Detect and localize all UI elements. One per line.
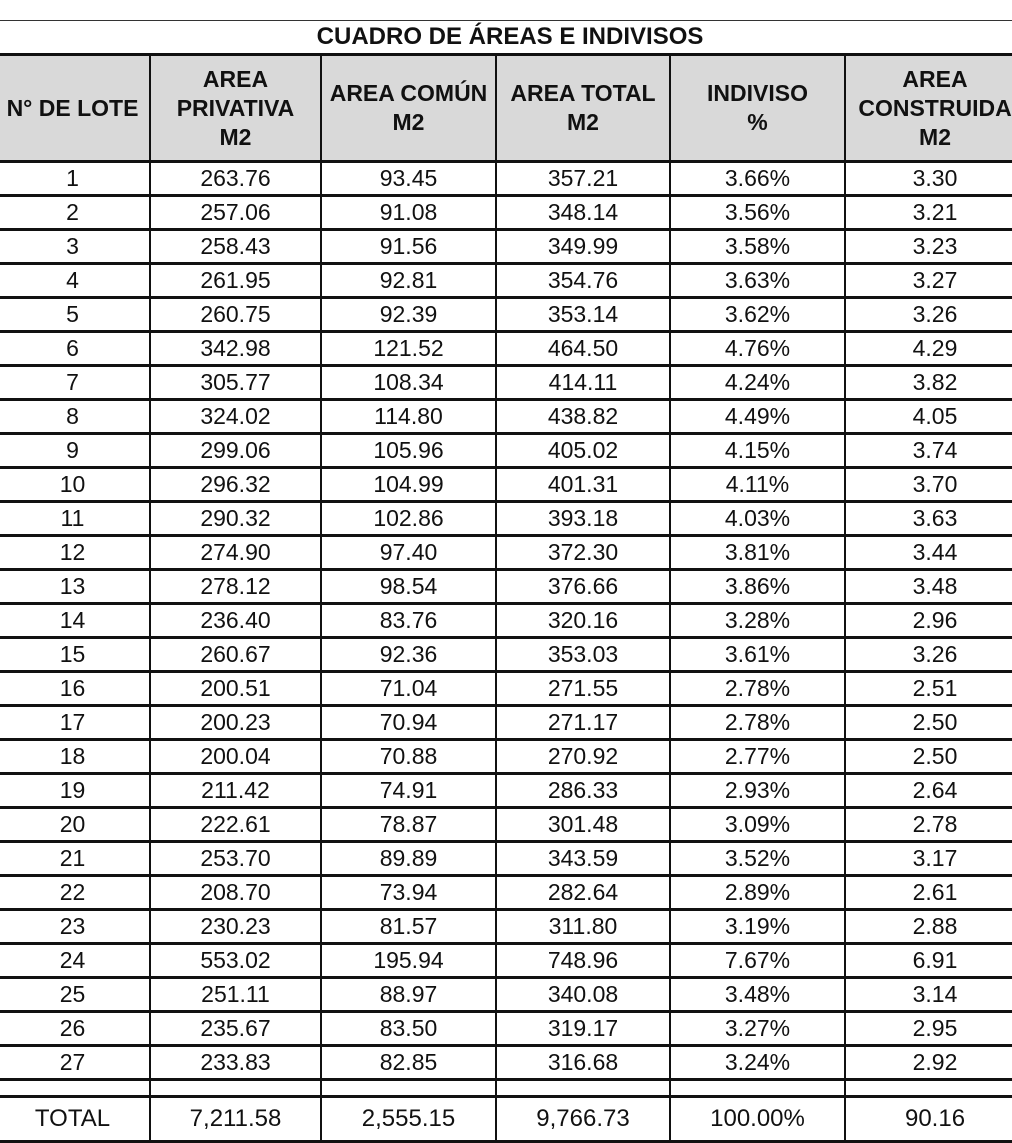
cell-indiviso: 3.28% [670,604,845,638]
cell-indiviso: 3.52% [670,842,845,876]
cell-area-total: 438.82 [496,400,670,434]
cell-area-construida: 6.91 [845,944,1012,978]
cell-area-privativa: 263.76 [150,162,321,196]
cell-lote: 6 [0,332,150,366]
cell-area-total: 354.76 [496,264,670,298]
cell-indiviso: 7.67% [670,944,845,978]
column-header-line: INDIVISO [707,80,808,106]
cell-indiviso: 3.27% [670,1012,845,1046]
cell-area-comun: 91.08 [321,196,496,230]
cell-lote: 22 [0,876,150,910]
table-row [0,230,1012,264]
cell-area-construida: 2.50 [845,740,1012,774]
cell-lote: 27 [0,1046,150,1080]
cell-area-privativa: 235.67 [150,1012,321,1046]
cell-lote: 16 [0,672,150,706]
cell-area-comun: 74.91 [321,774,496,808]
cell-area-privativa: 251.11 [150,978,321,1012]
cell-area-comun: 108.34 [321,366,496,400]
cell-area-comun: 104.99 [321,468,496,502]
cell-area-total: 311.80 [496,910,670,944]
cell-area-comun: 97.40 [321,536,496,570]
column-header-line: M2 [392,109,425,135]
cell-indiviso: 3.56% [670,196,845,230]
cell-lote: 18 [0,740,150,774]
cell-lote: 23 [0,910,150,944]
cell-area-total: 340.08 [496,978,670,1012]
table-row [0,604,1012,638]
header-row [0,55,1012,162]
table-row [0,162,1012,196]
cell-indiviso: 3.58% [670,230,845,264]
cell-area-total: 349.99 [496,230,670,264]
cell-area-privativa: 260.75 [150,298,321,332]
column-header-area-total [496,55,670,162]
table-row [0,910,1012,944]
cell-area-total: 286.33 [496,774,670,808]
table-row [0,468,1012,502]
cell-lote: 2 [0,196,150,230]
column-header-line: PRIVATIVA [176,94,295,121]
spacer-cell [0,1080,150,1097]
cell-lote: 19 [0,774,150,808]
cell-area-privativa: 260.67 [150,638,321,672]
cell-lote: 15 [0,638,150,672]
table-row [0,502,1012,536]
cell-lote: 17 [0,706,150,740]
table-row [0,434,1012,468]
cell-indiviso: 2.89% [670,876,845,910]
cell-lote: 7 [0,366,150,400]
cell-area-construida: 3.23 [845,230,1012,264]
cell-lote: 13 [0,570,150,604]
cell-lote: 20 [0,808,150,842]
table-row [0,706,1012,740]
column-header-area-privativa [150,55,321,162]
cell-area-comun: 70.94 [321,706,496,740]
table-row [0,196,1012,230]
column-header-line: M2 [219,123,252,150]
cell-area-privativa: 342.98 [150,332,321,366]
cell-lote: 12 [0,536,150,570]
table-row [0,808,1012,842]
cell-lote: 3 [0,230,150,264]
cell-area-total: 372.30 [496,536,670,570]
cell-area-privativa: 305.77 [150,366,321,400]
cell-area-total: 271.55 [496,672,670,706]
cell-area-comun: 102.86 [321,502,496,536]
cell-area-privativa: 261.95 [150,264,321,298]
cell-area-construida: 2.88 [845,910,1012,944]
cell-area-construida: 4.05 [845,400,1012,434]
cell-lote: 11 [0,502,150,536]
cell-area-construida: 3.82 [845,366,1012,400]
total-indiviso: 100.00% [670,1097,845,1142]
table-row [0,774,1012,808]
cell-area-construida: 2.51 [845,672,1012,706]
table-row [0,740,1012,774]
cell-area-privativa: 324.02 [150,400,321,434]
table-row [0,842,1012,876]
cell-area-comun: 73.94 [321,876,496,910]
cell-area-privativa: 233.83 [150,1046,321,1080]
cell-indiviso: 4.11% [670,468,845,502]
cell-indiviso: 4.24% [670,366,845,400]
cell-area-privativa: 208.70 [150,876,321,910]
cell-lote: 8 [0,400,150,434]
cell-area-total: 393.18 [496,502,670,536]
cell-area-privativa: 296.32 [150,468,321,502]
table-row [0,264,1012,298]
cell-lote: 26 [0,1012,150,1046]
cell-indiviso: 3.61% [670,638,845,672]
cell-area-privativa: 257.06 [150,196,321,230]
cell-area-comun: 92.39 [321,298,496,332]
cell-lote: 10 [0,468,150,502]
cell-indiviso: 3.66% [670,162,845,196]
cell-lote: 21 [0,842,150,876]
cell-area-total: 353.03 [496,638,670,672]
cell-area-total: 748.96 [496,944,670,978]
cell-indiviso: 3.19% [670,910,845,944]
column-header-line: AREA [902,65,968,92]
cell-area-total: 282.64 [496,876,670,910]
column-header-line: % [747,109,768,135]
cell-area-comun: 93.45 [321,162,496,196]
spacer-cell [150,1080,321,1097]
spacer-cell [670,1080,845,1097]
cell-area-construida: 2.64 [845,774,1012,808]
cell-indiviso: 2.77% [670,740,845,774]
cell-area-construida: 4.29 [845,332,1012,366]
cell-area-total: 319.17 [496,1012,670,1046]
cell-area-total: 270.92 [496,740,670,774]
cell-indiviso: 3.24% [670,1046,845,1080]
total-row [0,1097,1012,1142]
cell-area-total: 348.14 [496,196,670,230]
cell-area-total: 405.02 [496,434,670,468]
cell-area-comun: 83.76 [321,604,496,638]
cell-indiviso: 3.86% [670,570,845,604]
table-row [0,536,1012,570]
cell-indiviso: 3.63% [670,264,845,298]
cell-area-construida: 3.44 [845,536,1012,570]
cell-area-total: 320.16 [496,604,670,638]
cell-area-comun: 71.04 [321,672,496,706]
table-row [0,672,1012,706]
column-header-area-construida [845,55,1012,162]
spacer-row [0,1080,1012,1097]
cell-indiviso: 2.93% [670,774,845,808]
total-area-privativa: 7,211.58 [150,1097,321,1142]
spacer-cell [321,1080,496,1097]
areas-table [0,20,1012,1143]
column-header-line: N° DE LOTE [6,94,139,121]
total-lote: TOTAL [0,1097,150,1142]
cell-area-privativa: 200.51 [150,672,321,706]
column-header-line: AREA COMÚN [329,80,488,106]
cell-area-comun: 92.81 [321,264,496,298]
column-header-lote [0,55,150,162]
cell-lote: 5 [0,298,150,332]
column-header-line: AREA TOTAL [510,80,656,106]
cell-lote: 4 [0,264,150,298]
table-row [0,638,1012,672]
table-row [0,570,1012,604]
cell-area-construida: 2.96 [845,604,1012,638]
cell-indiviso: 4.03% [670,502,845,536]
cell-indiviso: 3.81% [670,536,845,570]
cell-area-comun: 81.57 [321,910,496,944]
table-row [0,298,1012,332]
cell-area-total: 316.68 [496,1046,670,1080]
cell-area-privativa: 200.04 [150,740,321,774]
cell-lote: 1 [0,162,150,196]
cell-area-comun: 78.87 [321,808,496,842]
cell-indiviso: 3.48% [670,978,845,1012]
cell-area-construida: 3.63 [845,502,1012,536]
cell-lote: 14 [0,604,150,638]
cell-area-comun: 70.88 [321,740,496,774]
cell-area-total: 464.50 [496,332,670,366]
cell-area-construida: 3.21 [845,196,1012,230]
cell-area-construida: 2.50 [845,706,1012,740]
total-area-comun: 2,555.15 [321,1097,496,1142]
cell-area-comun: 89.89 [321,842,496,876]
cell-area-construida: 2.61 [845,876,1012,910]
cell-area-comun: 195.94 [321,944,496,978]
cell-area-construida: 3.70 [845,468,1012,502]
table-row [0,876,1012,910]
table-row [0,366,1012,400]
cell-area-construida: 3.74 [845,434,1012,468]
cell-area-privativa: 290.32 [150,502,321,536]
total-area-construida: 90.16 [845,1097,1012,1142]
spacer-cell [496,1080,670,1097]
cell-area-privativa: 230.23 [150,910,321,944]
table-title: CUADRO DE ÁREAS E INDIVISOS [0,21,1012,55]
total-area-total: 9,766.73 [496,1097,670,1142]
cell-lote: 25 [0,978,150,1012]
cell-indiviso: 3.62% [670,298,845,332]
cell-indiviso: 2.78% [670,672,845,706]
cell-area-total: 343.59 [496,842,670,876]
cell-area-construida: 2.95 [845,1012,1012,1046]
cell-indiviso: 4.49% [670,400,845,434]
cell-indiviso: 3.09% [670,808,845,842]
cell-area-privativa: 258.43 [150,230,321,264]
column-header-line: M2 [567,109,599,135]
cell-area-comun: 83.50 [321,1012,496,1046]
cell-area-comun: 98.54 [321,570,496,604]
column-header-line: M2 [919,123,951,150]
table-row [0,978,1012,1012]
cell-area-privativa: 253.70 [150,842,321,876]
cell-area-total: 401.31 [496,468,670,502]
cell-area-construida: 2.92 [845,1046,1012,1080]
cell-area-privativa: 274.90 [150,536,321,570]
cell-indiviso: 2.78% [670,706,845,740]
cell-area-privativa: 236.40 [150,604,321,638]
cell-area-construida: 2.78 [845,808,1012,842]
cell-indiviso: 4.76% [670,332,845,366]
column-header-line: AREA [202,65,269,92]
cell-area-total: 357.21 [496,162,670,196]
cell-area-construida: 3.14 [845,978,1012,1012]
cell-lote: 9 [0,434,150,468]
cell-area-construida: 3.26 [845,638,1012,672]
cell-area-total: 271.17 [496,706,670,740]
spacer-cell [845,1080,1012,1097]
cell-area-privativa: 553.02 [150,944,321,978]
cell-area-comun: 91.56 [321,230,496,264]
cell-area-construida: 3.30 [845,162,1012,196]
cell-area-comun: 121.52 [321,332,496,366]
cell-indiviso: 4.15% [670,434,845,468]
table-row [0,1046,1012,1080]
cell-area-total: 414.11 [496,366,670,400]
table-row [0,1012,1012,1046]
cell-area-privativa: 278.12 [150,570,321,604]
cell-area-comun: 105.96 [321,434,496,468]
cell-area-construida: 3.26 [845,298,1012,332]
table-row [0,944,1012,978]
cell-area-construida: 3.17 [845,842,1012,876]
cell-area-comun: 82.85 [321,1046,496,1080]
cell-area-privativa: 200.23 [150,706,321,740]
table-row [0,400,1012,434]
cell-lote: 24 [0,944,150,978]
cell-area-privativa: 299.06 [150,434,321,468]
cell-area-total: 301.48 [496,808,670,842]
cell-area-total: 353.14 [496,298,670,332]
cell-area-privativa: 222.61 [150,808,321,842]
cell-area-privativa: 211.42 [150,774,321,808]
table-row [0,332,1012,366]
title-row [0,21,1012,55]
column-header-area-comun [321,55,496,162]
cell-area-total: 376.66 [496,570,670,604]
column-header-line: CONSTRUIDA [858,94,1012,121]
cell-area-construida: 3.48 [845,570,1012,604]
cell-area-comun: 92.36 [321,638,496,672]
cell-area-comun: 114.80 [321,400,496,434]
column-header-indiviso [670,55,845,162]
cell-area-construida: 3.27 [845,264,1012,298]
cell-area-comun: 88.97 [321,978,496,1012]
